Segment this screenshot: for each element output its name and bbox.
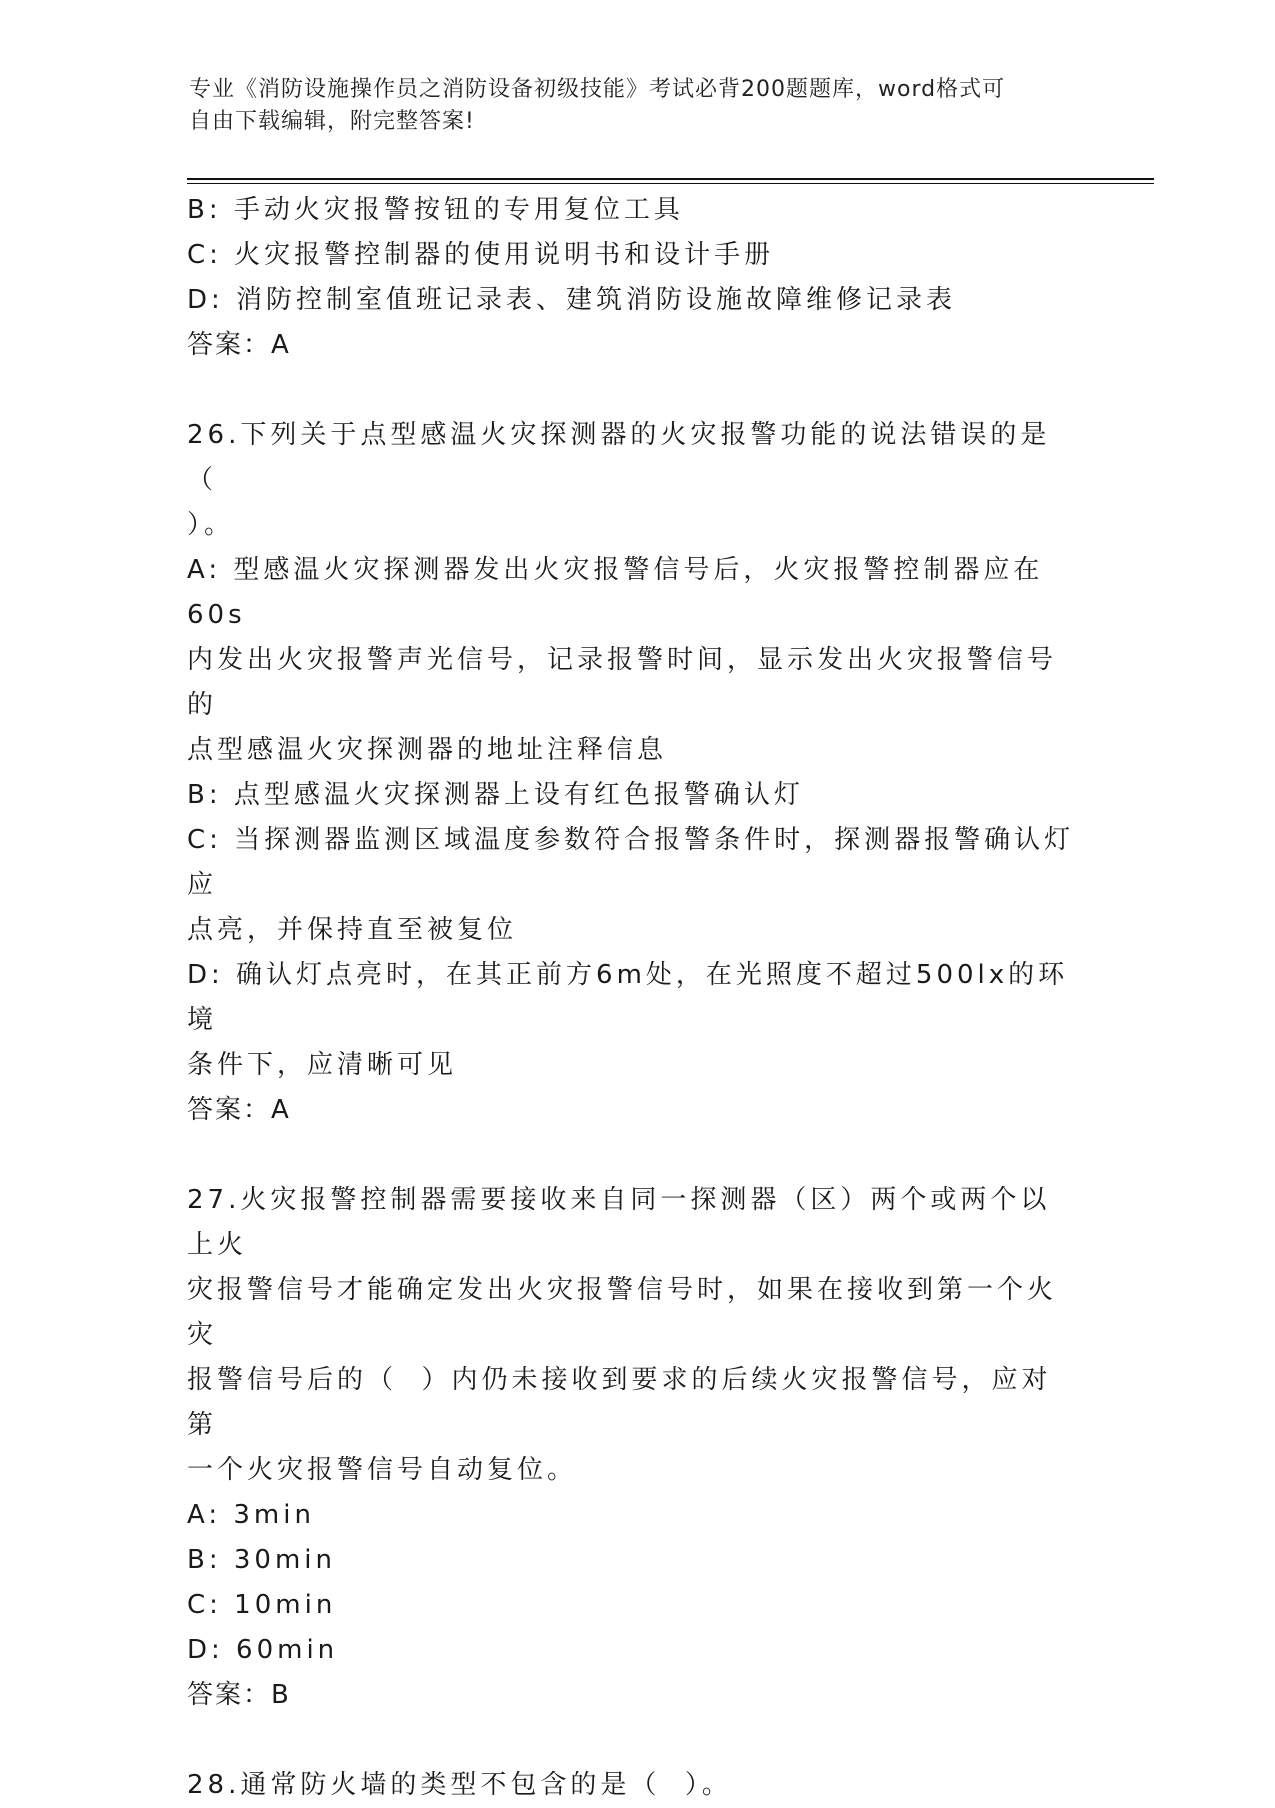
question-28 — [187, 1763, 1077, 1808]
option-a: 点型感温火灾探测器的地址注释信息 — [187, 735, 668, 765]
question-27 — [187, 1178, 1077, 1718]
header-divider-thick — [187, 178, 1154, 180]
answer: 答案：A — [187, 1095, 291, 1125]
option-c: C: 10min — [187, 1590, 337, 1620]
option-c: C: 当探测器监测区域温度参数符合报警条件时，探测器报警确认灯应 — [187, 825, 1075, 900]
option-b: B: 手动火灾报警按钮的专用复位工具 — [187, 195, 684, 225]
option-c: C: 火灾报警控制器的使用说明书和设计手册 — [187, 240, 775, 270]
option-d: D: 确认灯点亮时，在其正前方6m处，在光照度不超过500lx的环境 — [187, 960, 1069, 1035]
question-stem: 26.下列关于点型感温火灾探测器的火灾报警功能的说法错误的是（ — [187, 420, 1051, 495]
option-d: D: 60min — [187, 1635, 339, 1665]
spacer — [187, 1133, 1077, 1178]
question-25-tail — [187, 188, 1077, 368]
option-a: A: 型感温火灾探测器发出火灾报警信号后，火灾报警控制器应在60s — [187, 555, 1044, 630]
answer: 答案：A — [187, 330, 291, 360]
option-b: B: 点型感温火灾探测器上设有红色报警确认灯 — [187, 780, 804, 810]
question-stem: ）。 — [187, 510, 235, 540]
question-stem: 28.通常防火墙的类型不包含的是（ ）。 — [187, 1770, 732, 1800]
option-a: A: 3min — [187, 1500, 315, 1530]
spacer — [187, 1718, 1077, 1763]
page-header — [189, 74, 1069, 138]
header-line-1: 专业《消防设施操作员之消防设备初级技能》考试必背200题题库，word格式可 — [189, 77, 1006, 102]
question-stem: 27.火灾报警控制器需要接收来自同一探测器（区）两个或两个以上火 — [187, 1185, 1051, 1260]
question-stem: 报警信号后的（ ）内仍未接收到要求的后续火灾报警信号，应对第 — [187, 1365, 1052, 1440]
question-stem: 灾报警信号才能确定发出火灾报警信号时，如果在接收到第一个火灾 — [187, 1275, 1058, 1350]
option-d: D: 消防控制室值班记录表、建筑消防设施故障维修记录表 — [187, 285, 957, 315]
answer: 答案：B — [187, 1680, 291, 1710]
option-c: 点亮，并保持直至被复位 — [187, 915, 518, 945]
option-d: 条件下，应清晰可见 — [187, 1050, 458, 1080]
option-b: B: 30min — [187, 1545, 336, 1575]
question-content — [187, 188, 1077, 1808]
question-26 — [187, 413, 1077, 1133]
question-stem: 一个火灾报警信号自动复位。 — [187, 1455, 578, 1485]
spacer — [187, 368, 1077, 413]
header-line-2: 自由下载编辑，附完整答案! — [189, 109, 475, 134]
option-a: 内发出火灾报警声光信号，记录报警时间，显示发出火灾报警信号的 — [187, 645, 1058, 720]
header-divider-thin — [187, 183, 1154, 184]
